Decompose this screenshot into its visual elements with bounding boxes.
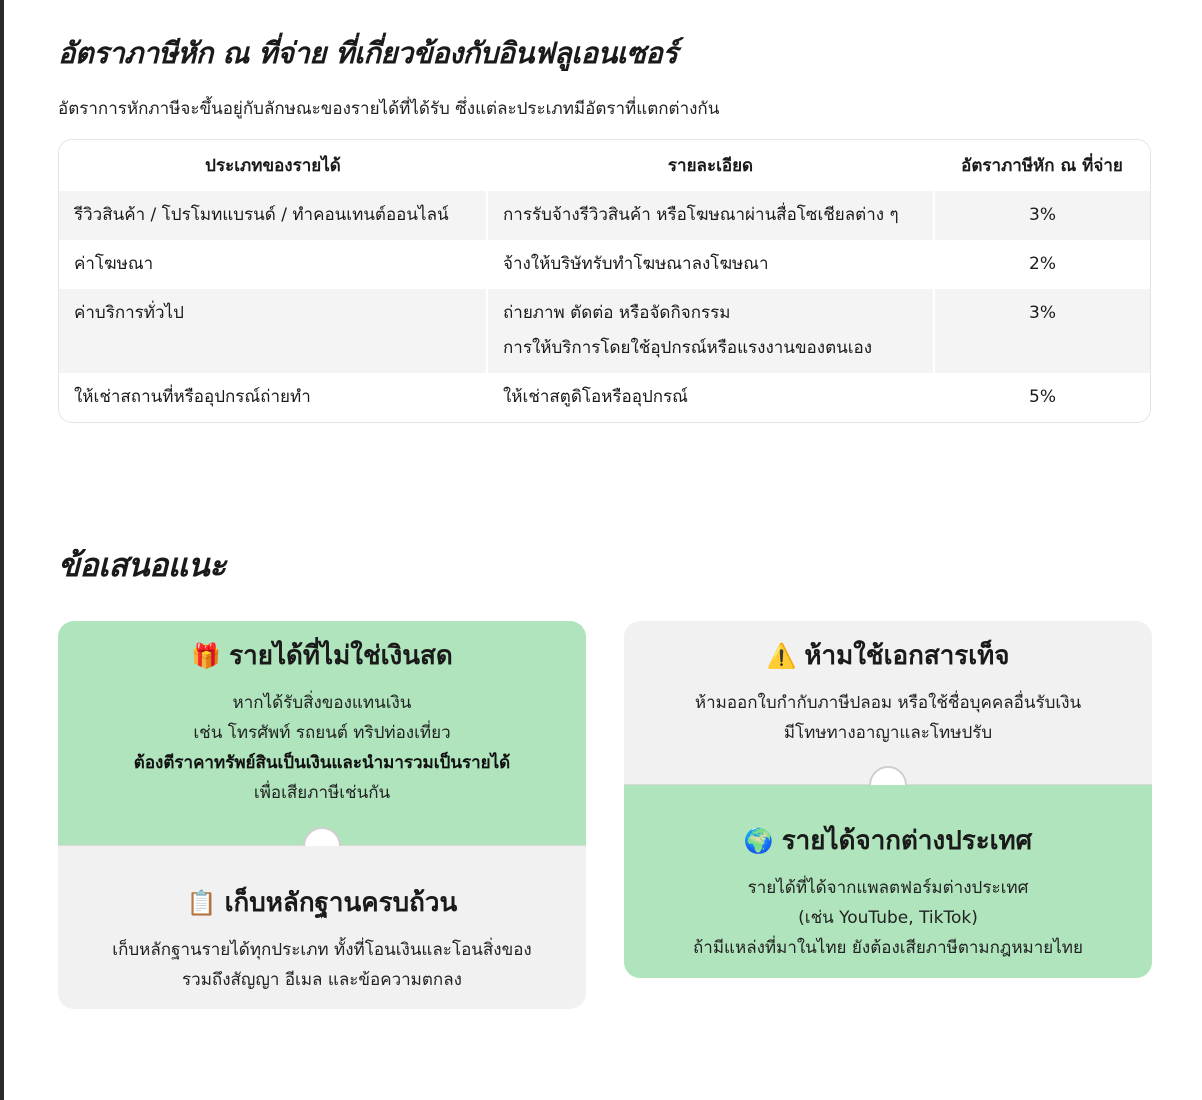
non-cash-income-panel — [58, 621, 586, 846]
tax-section-title: อัตราภาษีหัก ณ ที่จ่าย ที่เกี่ยวข้องกับอินฟลูเอนเซอร์ — [58, 36, 678, 70]
foreign-income-line: ถ้ามีแหล่งที่มาในไทย ยังต้องเสียภาษีตามกฎหมายไทย — [693, 938, 1083, 958]
recommendation-card-right — [624, 621, 1152, 978]
window-left-edge — [0, 0, 4, 1100]
tax-rate-table — [58, 139, 1151, 423]
foreign-income-line: (เช่น YouTube, TikTok) — [798, 908, 978, 928]
cell-detail — [487, 289, 934, 373]
evidence-heading: เก็บหลักฐานครบถ้วน — [224, 888, 458, 918]
cell-income-type: ให้เช่าสถานที่หรืออุปกรณ์ถ่ายทำ — [59, 373, 487, 422]
cell-income-type: รีวิวสินค้า / โปรโมทแบรนด์ / ทำคอนเทนต์ออนไลน์ — [59, 191, 487, 240]
evidence-panel — [58, 846, 586, 1009]
gift-icon: 🎁 — [191, 642, 222, 670]
warning-icon: ⚠️ — [766, 642, 797, 670]
non-cash-line: เพื่อเสียภาษีเช่นกัน — [253, 783, 391, 803]
cell-detail: ให้เช่าสตูดิโอหรืออุปกรณ์ — [487, 373, 934, 422]
no-fake-docs-line: มีโทษทางอาญาและโทษปรับ — [783, 723, 993, 743]
no-fake-docs-line: ห้ามออกใบกำกับภาษีปลอม หรือใช้ชื่อบุคคลอื่นรับเงิน — [694, 693, 1082, 713]
no-fake-docs-title — [624, 635, 1152, 676]
foreign-income-line: รายได้ที่ได้จากแพลตฟอร์มต่างประเทศ — [747, 878, 1029, 898]
non-cash-emphasis: ต้องตีราคาทรัพย์สินเป็นเงินและนำมารวมเป็นรายได้ — [133, 753, 511, 773]
cell-rate: 3% — [934, 289, 1150, 373]
cell-rate: 5% — [1029, 386, 1056, 407]
cell-detail-line: ถ่ายภาพ ตัดต่อ หรือจัดกิจกรรม — [503, 302, 731, 323]
foreign-income-title — [624, 820, 1152, 861]
evidence-line: รวมถึงสัญญา อีเมล และข้อความตกลง — [182, 970, 462, 990]
cell-rate: 2% — [1029, 253, 1056, 274]
evidence-title — [58, 882, 586, 923]
table-row — [59, 373, 1150, 422]
header-income-type: ประเภทของรายได้ — [59, 140, 487, 191]
non-cash-line: เช่น โทรศัพท์ รถยนต์ ทริปท่องเที่ยว — [193, 723, 451, 743]
header-detail: รายละเอียด — [487, 140, 934, 191]
foreign-income-panel — [624, 785, 1152, 978]
recommendation-card-left — [58, 621, 586, 1009]
evidence-line: เก็บหลักฐานรายได้ทุกประเภท ทั้งที่โอนเงินและโอนสิ่งของ — [112, 940, 532, 960]
no-fake-docs-panel — [624, 621, 1152, 785]
cell-income-type: ค่าโฆษณา — [59, 240, 487, 289]
no-fake-docs-heading: ห้ามใช้เอกสารเท็จ — [804, 641, 1010, 671]
table-header-row — [59, 140, 1150, 191]
table-row — [59, 240, 1150, 289]
non-cash-line: หากได้รับสิ่งของแทนเงิน — [232, 693, 412, 713]
tax-section-subtitle: อัตราการหักภาษีจะขึ้นอยู่กับลักษณะของรายได้ที่ได้รับ ซึ่งแต่ละประเภทมีอัตราที่แตกต่างกัน — [58, 99, 720, 119]
cell-detail: การรับจ้างรีวิวสินค้า หรือโฆษณาผ่านสื่อโซเชียลต่าง ๆ — [487, 191, 934, 240]
cell-income-type: ค่าบริการทั่วไป — [59, 289, 487, 373]
table-row — [59, 289, 1150, 373]
header-rate: อัตราภาษีหัก ณ ที่จ่าย — [934, 140, 1150, 191]
table-row — [59, 191, 1150, 240]
cell-rate: 3% — [934, 191, 1150, 240]
cell-detail: จ้างให้บริษัทรับทำโฆษณาลงโฆษณา — [487, 240, 934, 289]
recommendations-title: ข้อเสนอแนะ — [58, 546, 226, 584]
clipboard-icon: 📋 — [186, 889, 217, 917]
globe-icon: 🌍 — [743, 827, 774, 855]
non-cash-income-title — [58, 635, 586, 676]
cell-detail-line: การให้บริการโดยใช้อุปกรณ์หรือแรงงานของตนเอง — [503, 337, 873, 358]
foreign-income-heading: รายได้จากต่างประเทศ — [781, 826, 1033, 856]
non-cash-income-heading: รายได้ที่ไม่ใช่เงินสด — [229, 641, 453, 671]
